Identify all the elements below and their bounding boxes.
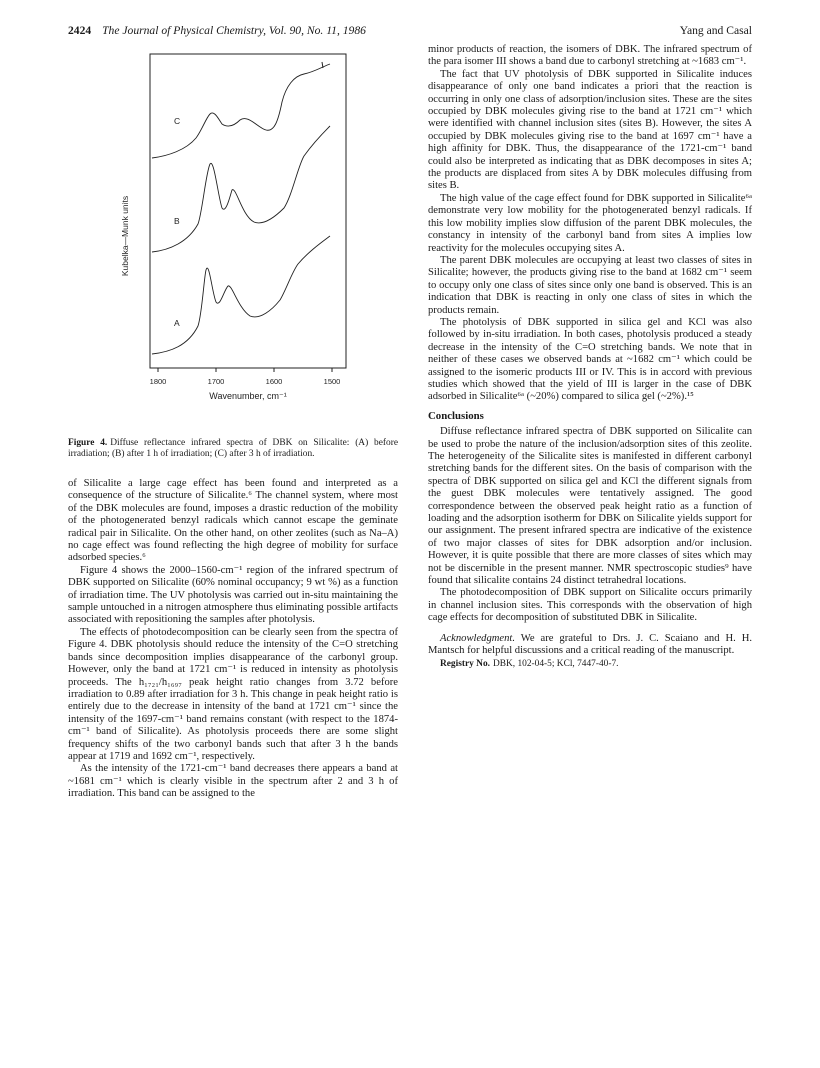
figure-caption-text: Diffuse reflectance infrared spectra of DBK on Silicalite: (A) before irradiation; (B) after 1 h of irradiation; (C) after 3 h of irradiation. <box>68 438 398 460</box>
paragraph: The effects of photodecomposition can be clearly seen from the spectra of Figure 4. DBK photolysis should reduce the intensity of the C=O stretching bands since decomposition implies disappearance of the carbonyl group. However, only the band at 1721 cm⁻¹ is reduced in intensity as photolysis proceeds. The h₁₇₂₁/h₁₆₉₇ peak height ratio changes from 3.72 before irradiation to 0.89 after irradiation for 3 h. This change in peak height ratio is entirely due to the decrease in intensity of the band at 1721 cm⁻¹ since the intensity of the 1697-cm⁻¹ band remains constant (with respect to the 1874-cm⁻¹ band of Silicalite). As photolysis proceeds there are some slight frequency shifts of the two carbonyl bands such that after 3 h the bands appear at 1719 and 1692 cm⁻¹, respectively. <box>68 626 398 762</box>
x-axis-label: Wavenumber, cm⁻¹ <box>209 391 287 401</box>
registry-label: Registry No. <box>440 658 490 669</box>
page-header <box>68 24 752 42</box>
spectrum-curve-c <box>152 64 330 158</box>
curve-label-b: B <box>174 216 180 226</box>
paragraph: of Silicalite a large cage effect has been found and interpreted as a consequence of the structure of Silicalite.⁶ The channel system, where most of the DBK molecules are found, imposes a drastic reduction of the mobility of the photogenerated benzyl radicals which cannot escape the geminate radical pair in Silicalite. On the other hand, on other zeolites (such as Na–A) no cage effect was found reflecting the high degree of mobility for surface adsorbed species.⁶ <box>68 478 398 564</box>
curve-label-c: C <box>174 116 181 126</box>
header-authors: Yang and Casal <box>679 24 752 37</box>
paragraph: As the intensity of the 1721-cm⁻¹ band decreases there appears a band at ~1681 cm⁻¹ which is clearly visible in the spectrum after 2 and 3 h of irradiation. This band can be assigned to the <box>68 763 398 800</box>
left-column <box>68 478 398 801</box>
right-column <box>428 44 752 670</box>
spectra-plot <box>108 46 398 416</box>
x-tick-label: 1600 <box>265 377 283 386</box>
acknowledgment <box>428 633 752 658</box>
spectrum-curve-a <box>152 236 330 354</box>
y-axis-label: Kubelka—Munk units <box>120 195 130 277</box>
journal-citation: The Journal of Physical Chemistry, Vol. 90, No. 11, 1986 <box>102 24 366 37</box>
paragraph: minor products of reaction, the isomers of DBK. The infrared spectrum of the para isomer III shows a band due to carbonyl stretching at ~1683 cm⁻¹. <box>428 44 752 68</box>
paragraph: Diffuse reflectance infrared spectra of DBK supported on Silicalite can be used to probe the nature of the inclusion/adsorption sites of this zeolite. The heterogeneity of the Silicalite sites is manifested in different carbonyl stretching bands for the different sites. On the basis of comparison with the spectra of DBK supported on silica gel and KCl the different signals from the guest DBK molecules were tentatively assigned. The good correspondence between the observed peak height ratio as a function of loading and the adsorption isotherm for DBK on Silicalite yields support for our assignment. The present infrared spectra are indicative of the existence of two major classes of sites for DBK adsorption and/or inclusion. However, it is quite possible that there are more classes of sites which may not be discernible in the present manner. NMR spectroscopic studies⁹ have found that silicalite contains 24 distinct tetrahedral locations. <box>428 426 752 587</box>
x-tick-label: 1800 <box>149 377 167 386</box>
registry-numbers <box>428 658 752 670</box>
paragraph: The fact that UV photolysis of DBK supported in Silicalite induces disappearance of only one band indicates a priori that the reaction is occurring in only one class of adsorption/inclusion sites. These are the sites occupied by DBK molecules giving rise to the band at 1721 cm⁻¹ which were identified with channel inclusion sites (sites B). However, the sites A occupied by DBK molecules giving rise to the band at 1697 cm⁻¹ have a high affinity for DBK. Thus, the disappearance of the 1721-cm⁻¹ band could also be interpreted as indicating that as DBK decomposes in sites A; the products are displaced from sites A by DBK molecules diffusing from sites B. <box>428 68 752 192</box>
spectrum-curve-b <box>152 126 330 252</box>
x-tick-label: 1500 <box>323 377 341 386</box>
curve-label-a: A <box>174 318 180 328</box>
section-heading-conclusions: Conclusions <box>428 409 484 422</box>
registry-text: DBK, 102-04-5; KCl, 7447-40-7. <box>493 658 619 669</box>
paragraph: The high value of the cage effect found for DBK supported in Silicalite⁶ᵃ demonstrate very low mobility for the photogenerated benzyl radicals. If this low mobility implies slow diffusion of the parent DBK molecules, the constancy in intensity of the carbonyl band from sites A implies low reactivity for the molecules occupying sites A. <box>428 192 752 254</box>
paragraph: The photolysis of DBK supported in silica gel and KCl was also followed by in-situ irradiation. In both cases, photolysis produced a steady decrease in the intensity of the C=O stretching bands. We note that in neither of these cases we observed bands at ~1682 cm⁻¹ which could be assigned to the isomeric products III or IV. This is in accord with previous studies which showed that the yield of III is larger in the case of DBK adsorbed in Silicalite⁶ᵃ (~20%) compared to silica gel (~2%).¹⁵ <box>428 316 752 403</box>
paragraph: The photodecomposition of DBK support on Silicalite occurs primarily in channel inclusion sites. This corresponds with the observation of high cage effects for decomposition of substituted DBK in Silicalite. <box>428 587 752 624</box>
figure-4 <box>108 46 398 416</box>
paragraph: The parent DBK molecules are occupying at least two classes of sites in Silicalite; however, the products giving rise to the band at 1682 cm⁻¹ seem to occupy only one class of sites since only one band is observed. This is an indication that DBK is reacting in only one class of sites in which the products remain. <box>428 254 752 316</box>
acknowledgment-text: We are grateful to Drs. J. C. Scaiano and H. H. Mantsch for helpful discussions and a critical reading of the manuscript. <box>428 632 752 657</box>
acknowledgment-label: Acknowledgment. <box>440 632 516 644</box>
figure-caption <box>68 438 398 460</box>
x-tick-label: 1700 <box>207 377 225 386</box>
figure-caption-label: Figure 4. <box>68 438 108 448</box>
page-number: 2424 <box>68 24 92 37</box>
paragraph: Figure 4 shows the 2000–1560-cm⁻¹ region of the infrared spectrum of DBK supported on Silicalite (60% nominal occupancy; 9 wt %) as a function of irradiation time. The UV photolysis was carried out in-situ maintaining the sample untouched in a nitrogen atmosphere thus eliminating possible artifacts associated with repositioning the samples after photolysis. <box>68 564 398 626</box>
